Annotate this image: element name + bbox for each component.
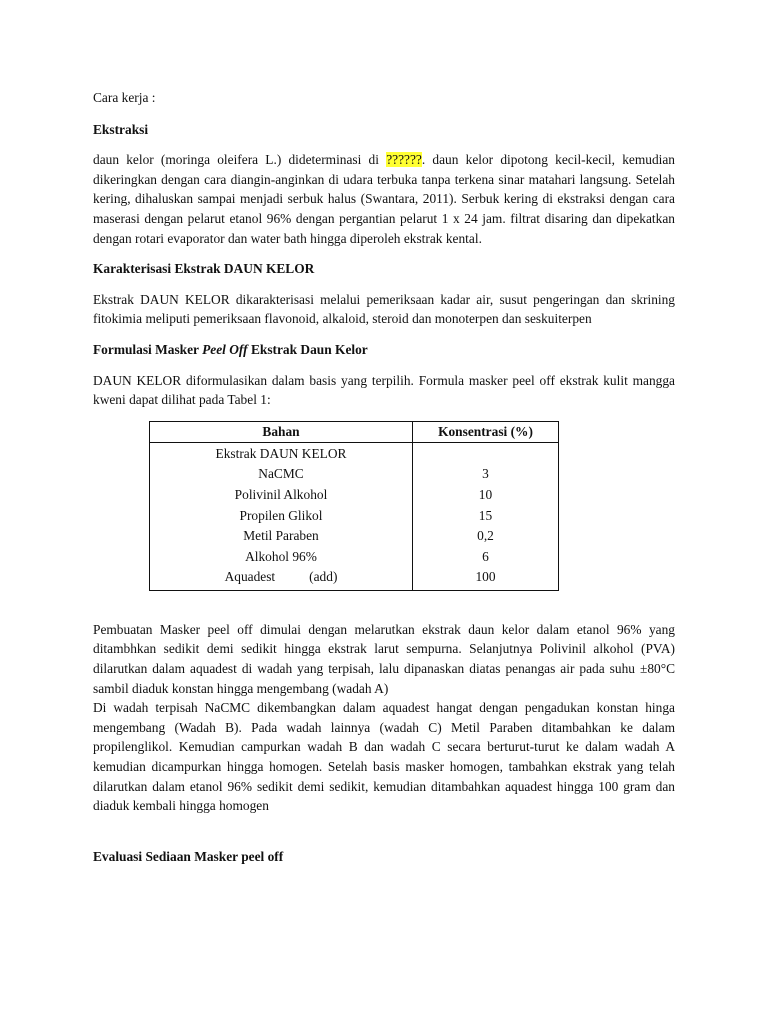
paragraph-ekstraksi bbox=[93, 150, 675, 248]
paragraph-formulasi: DAUN KELOR diformulasikan dalam basis yang terpilih. Formula masker peel off ekstrak kulit mangga kweni dapat dilihat pada Tabel 1: bbox=[93, 372, 675, 408]
bahan-cell-aquadest bbox=[150, 567, 412, 588]
document-page bbox=[93, 88, 675, 866]
formulasi-heading-part2: Ekstrak Daun Kelor bbox=[247, 341, 368, 357]
konsentrasi-column bbox=[413, 442, 559, 590]
aquadest-label: Aquadest bbox=[224, 569, 276, 585]
heading-formulasi bbox=[93, 340, 675, 360]
header-konsentrasi: Konsentrasi (%) bbox=[413, 421, 559, 442]
konsentrasi-cell bbox=[413, 444, 558, 465]
bahan-cell: Metil Paraben bbox=[243, 528, 319, 544]
paragraph-pembuatan-2: Di wadah terpisah NaCMC dikembangkan dalam aquadest hangat dengan pengadukan konstan hinga mengembang (Wadah B). Pada wadah lainnya (wadah C) Metil Paraben ditambahkan ke dalam propilenglikol. Kemudian campurkan wadah B dan wadah C secara berturut-turut ke dalam wadah A kemudian dicampurkan hingga homogen. Setelah basis masker homogen, tambahkan ekstrak yang telah dilarutkan dalam etanol 96% sedikit demi sedikit, kemudian ditambahkan aquadest hingga 100 gram dan diaduk kembali hingga homogen bbox=[93, 700, 675, 814]
heading-ekstraksi: Ekstraksi bbox=[93, 121, 149, 137]
aquadest-note: (add) bbox=[309, 569, 338, 585]
header-bahan: Bahan bbox=[150, 421, 413, 442]
bahan-cell: Propilen Glikol bbox=[239, 507, 323, 523]
bahan-cell: Polivinil Alkohol bbox=[234, 486, 328, 502]
konsentrasi-cell: 10 bbox=[478, 486, 493, 502]
table-body-row bbox=[150, 442, 559, 590]
heading-karakterisasi: Karakterisasi Ekstrak DAUN KELOR bbox=[93, 261, 315, 277]
highlighted-placeholder: ?????? bbox=[386, 152, 422, 168]
bahan-column bbox=[150, 442, 413, 590]
bahan-cell: Alkohol 96% bbox=[245, 548, 317, 564]
cara-kerja-label: Cara kerja : bbox=[93, 90, 156, 105]
ekstraksi-text-1: daun kelor (moringa oleifera L.) dideterminasi di bbox=[93, 152, 387, 168]
table-header-row bbox=[150, 421, 559, 442]
konsentrasi-cell: 15 bbox=[478, 507, 493, 523]
konsentrasi-cell: 0,2 bbox=[477, 528, 494, 544]
bahan-cell: Ekstrak DAUN KELOR bbox=[215, 445, 347, 461]
paragraph-pembuatan-1: Pembuatan Masker peel off dimulai dengan melarutkan ekstrak daun kelor dalam etanol 96% yang ditambhkan sedikit demi sedikit hingga ekstrak larut sempurna. Selanjutnya Polivinil alkohol (PVA) dilarutkan dalam aquadest di wadah yang terpisah, lalu dipanaskan diatas penangas air pada suhu ±80°C sambil diaduk konstan hingga mengembang (wadah A) bbox=[93, 621, 675, 696]
paragraph-karakterisasi: Ekstrak DAUN KELOR dikarakterisasi melalui pemeriksaan kadar air, susut pengeringan dan skrining fitokimia meliputi pemeriksaan flavonoid, alkaloid, steroid dan monoterpen dan seskuiterpen bbox=[93, 291, 675, 327]
formulasi-heading-part1: Formulasi Masker bbox=[93, 341, 203, 357]
konsentrasi-cell: 6 bbox=[482, 548, 489, 564]
konsentrasi-cell: 3 bbox=[482, 466, 489, 482]
bahan-cell: NaCMC bbox=[258, 466, 304, 482]
formulasi-heading-italic: Peel Off bbox=[202, 341, 248, 357]
heading-evaluasi: Evaluasi Sediaan Masker peel off bbox=[93, 848, 284, 864]
ekstraksi-text-2: . daun kelor dipotong kecil-kecil, kemudian dikeringkan dengan cara diangin-anginkan di udara terbuka tanpa terkena sinar matahari langsung. Setelah kering, dihaluskan sampai menjadi serbuk halus (Swantara, 2011). Serbuk kering di ekstraksi dengan cara maserasi dengan pelarut etanol 96% dengan pergantian pelarut 1 x 24 jam. filtrat disaring dan dipekatkan dengan rotari evaporator dan water bath hingga diperoleh ekstrak kental. bbox=[93, 152, 676, 246]
formula-table bbox=[149, 421, 559, 591]
konsentrasi-cell: 100 bbox=[475, 569, 496, 585]
